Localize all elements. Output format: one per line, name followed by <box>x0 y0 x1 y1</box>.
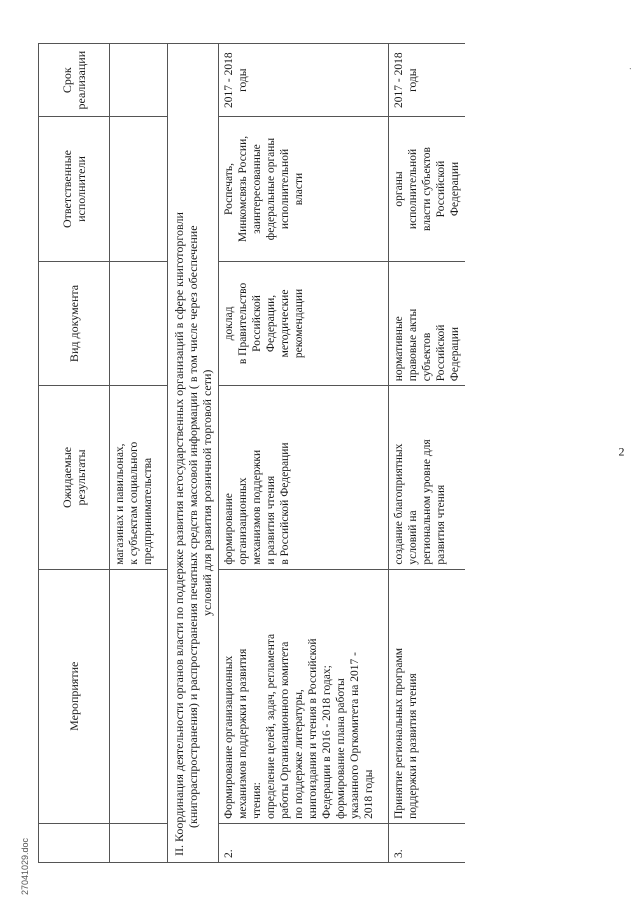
text-line: региональном уровне для <box>421 439 433 565</box>
text-line: чтения: <box>251 782 263 819</box>
text-line: власти <box>293 172 305 206</box>
text-line: Федерации <box>449 326 461 382</box>
cell-empty <box>110 44 168 117</box>
page-number: 2 <box>618 444 625 459</box>
text-line: формирование плана работы <box>335 678 347 819</box>
cell-doc-type <box>389 261 466 386</box>
text-line: Федерации, <box>265 294 277 353</box>
cell-empty <box>110 823 168 862</box>
text-line: создание благоприятных <box>393 443 405 565</box>
scan-mark: . <box>622 67 634 70</box>
text-line: исполнительной <box>279 148 291 230</box>
cell-term <box>219 44 389 117</box>
cell-empty <box>110 117 168 261</box>
cell-number: 2. <box>219 823 389 862</box>
text-line: правовые акты <box>407 308 419 382</box>
header-activity: Мероприятие <box>39 569 110 823</box>
text-line: определение целей, задач, регламента <box>265 633 277 819</box>
header-term-line: Срок <box>60 67 74 94</box>
text-line: Минкомсвязь России, <box>237 135 249 243</box>
section-heading-row <box>168 44 219 863</box>
cell-empty <box>110 569 168 823</box>
text-line: указанного Оргкомитета на 2017 - <box>349 652 361 819</box>
section-heading-line: II. Координация деятельности органов власти по поддержке развития негосударственных организаций в сфере книготорговли <box>172 212 186 856</box>
cell-executors <box>389 117 466 261</box>
text-line: в Российской Федерации <box>279 442 291 565</box>
document-code: 27041029.doc <box>20 837 30 895</box>
section-heading-line: (книгораспространения) и распространения печатных средств массовой информации ( в том числе через обеспечение <box>186 225 200 828</box>
text-line: поддержки и развития чтения <box>407 673 419 819</box>
cell-activity <box>219 569 389 823</box>
table-header-row <box>39 44 110 863</box>
text-line: работы Организационного комитета <box>279 641 291 819</box>
header-term <box>39 44 110 117</box>
header-executors-line: исполнители <box>74 156 88 222</box>
text-line: 2018 годы <box>363 769 375 819</box>
text-line: Принятие региональных программ <box>393 647 405 819</box>
text-line: Российской <box>435 160 447 218</box>
table-row <box>219 44 389 863</box>
cell-continued-results <box>110 386 168 569</box>
text-line: книгоиздания и чтения в Российской <box>307 638 319 819</box>
header-results-line: Ожидаемые <box>60 446 74 509</box>
section-heading <box>168 44 219 863</box>
table-row-continued <box>110 44 168 863</box>
text-line: федеральные органы <box>265 137 277 241</box>
text-line: в Правительство <box>237 282 249 365</box>
text-line: нормативные <box>393 316 405 382</box>
text-line: и развития чтения <box>265 475 277 565</box>
text-line: доклад <box>223 306 235 341</box>
header-results-line: результаты <box>74 449 88 506</box>
header-number <box>39 823 110 862</box>
text-line: Российской <box>251 295 263 352</box>
section-heading-line: условий для развития розничной торговой сети) <box>200 369 214 616</box>
text-line: Федерации <box>449 161 461 217</box>
header-results <box>39 386 110 569</box>
cell-empty <box>110 261 168 386</box>
text-line: 2017 - 2018 <box>223 52 235 108</box>
text-line: субъектов <box>421 332 433 382</box>
cell-number: 3. <box>389 823 466 862</box>
text-line: по поддержке литературы, <box>293 689 305 819</box>
text-line: развития чтения <box>435 484 447 565</box>
text-line: исполнительной <box>407 148 419 230</box>
cell-results <box>219 386 389 569</box>
cell-doc-type <box>219 261 389 386</box>
cell-executors <box>219 117 389 261</box>
plan-table <box>38 43 465 863</box>
cell-results <box>389 386 466 569</box>
text-line: условий на <box>407 510 419 565</box>
text-line: механизмов поддержки <box>251 449 263 565</box>
text-line: механизмов поддержки и развития <box>237 648 249 819</box>
text-line: магазинах и павильонах, <box>114 443 126 565</box>
text-line: Формирование организационных <box>223 655 235 819</box>
text-line: годы <box>237 68 249 92</box>
cell-activity <box>389 569 466 823</box>
cell-term <box>389 44 466 117</box>
text-line: Федерации в 2016 - 2018 годах; <box>321 665 333 819</box>
text-line: органы <box>393 171 405 207</box>
text-line: годы <box>407 68 419 92</box>
text-line: формирование <box>223 493 235 565</box>
text-line: власти субъектов <box>421 147 433 231</box>
table-row <box>389 44 466 863</box>
header-executors-line: Ответственные <box>60 150 74 228</box>
header-doc-type: Вид документа <box>39 261 110 386</box>
text-line: Российской <box>435 324 447 382</box>
text-line: заинтересованные <box>251 144 263 234</box>
text-line: Роспечать, <box>223 163 235 215</box>
text-line: рекомендации <box>293 288 305 359</box>
text-line: организационных <box>237 477 249 565</box>
header-executors <box>39 117 110 261</box>
text-line: методические <box>279 289 291 358</box>
text-line: 2017 - 2018 <box>393 52 405 108</box>
text-line: предпринимательства <box>142 457 154 565</box>
text-line: к субъектам социального <box>128 441 140 565</box>
header-term-line: реализации <box>74 50 88 110</box>
